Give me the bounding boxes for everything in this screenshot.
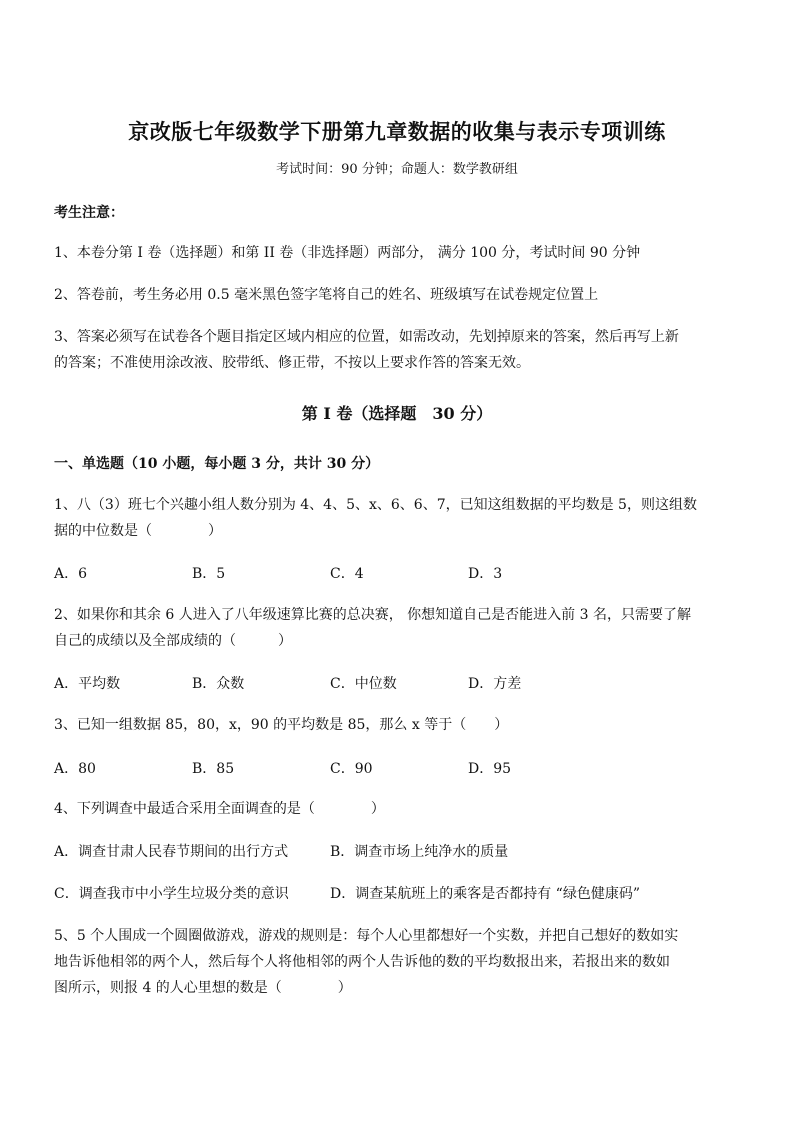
question-4-option-c[interactable]: C．调查我市中小学生垃圾分类的意识 <box>54 886 289 902</box>
question-3-text: 3、已知一组数据 85，80，x，90 的平均数是 85，那么 x 等于（ ） <box>54 717 509 733</box>
question-5-text: 地告诉他相邻的两个人，然后每个人将他相邻的两个人告诉他的数的平均数报出来，若报出来的数如 <box>54 954 670 970</box>
exam-info: 考试时间：90 分钟；命题人：数学教研组 <box>276 162 518 177</box>
question-2-text: 2、如果你和其余 6 人进入了八年级速算比赛的总决赛， 你想知道自己是否能进入前 3 名，只需要了解 <box>54 607 691 623</box>
question-5-text: 图所示，则报 4 的人心里想的数是（ ） <box>54 980 352 996</box>
page-title: 京改版七年级数学下册第九章数据的收集与表示专项训练 <box>128 119 666 144</box>
question-2-option-b[interactable]: B．众数 <box>192 676 245 692</box>
question-1-text: 据的中位数是（ ） <box>54 523 222 539</box>
question-1-option-a[interactable]: A．6 <box>54 566 88 582</box>
question-1-option-b[interactable]: B．5 <box>192 566 226 582</box>
notice-item: 3、答案必须写在试卷各个题目指定区域内相应的位置，如需改动，先划掉原来的答案，然后再写上新 <box>54 329 679 345</box>
question-2-option-d[interactable]: D．方差 <box>468 676 522 692</box>
notice-item: 2、答卷前，考生务必用 0.5 毫米黑色签字笔将自己的姓名、班级填写在试卷规定位置上 <box>54 287 599 303</box>
question-4-option-b[interactable]: B．调查市场上纯净水的质量 <box>330 844 509 860</box>
part-heading: 一、单选题（10 小题，每小题 3 分，共计 30 分） <box>54 456 380 472</box>
question-2-text: 自己的成绩以及全部成绩的（ ） <box>54 633 292 649</box>
question-3-option-d[interactable]: D．95 <box>468 761 512 777</box>
question-4-option-a[interactable]: A．调查甘肃人民春节期间的出行方式 <box>54 844 289 860</box>
section-title: 第 I 卷（选择题 30 分） <box>301 404 493 423</box>
notice-item: 1、本卷分第 I 卷（选择题）和第 II 卷（非选择题）两部分， 满分 100 分，考试时间 90 分钟 <box>54 245 641 261</box>
question-2-option-c[interactable]: C．中位数 <box>330 676 397 692</box>
notice-heading: 考生注意： <box>54 205 124 221</box>
question-2-option-a[interactable]: A．平均数 <box>54 676 121 692</box>
question-1-option-d[interactable]: D．3 <box>468 566 503 582</box>
question-1-text: 1、八（3）班七个兴趣小组人数分别为 4、4、5、x、6、6、7，已知这组数据的平均数是 5，则这组数 <box>54 497 697 513</box>
question-4-text: 4、下列调查中最适合采用全面调查的是（ ） <box>54 801 385 817</box>
question-4-option-d[interactable]: D．调查某航班上的乘客是否都持有 “绿色健康码” <box>330 886 640 902</box>
question-3-option-b[interactable]: B．85 <box>192 761 235 777</box>
question-3-option-a[interactable]: A．80 <box>54 761 96 777</box>
notice-item: 的答案；不准使用涂改液、胶带纸、修正带，不按以上要求作答的答案无效。 <box>54 355 530 371</box>
question-1-option-c[interactable]: C．4 <box>330 566 364 582</box>
question-5-text: 5、5 个人围成一个圆圈做游戏，游戏的规则是：每个人心里都想好一个实数，并把自己想好的数如实 <box>54 928 679 944</box>
question-3-option-c[interactable]: C．90 <box>330 761 373 777</box>
